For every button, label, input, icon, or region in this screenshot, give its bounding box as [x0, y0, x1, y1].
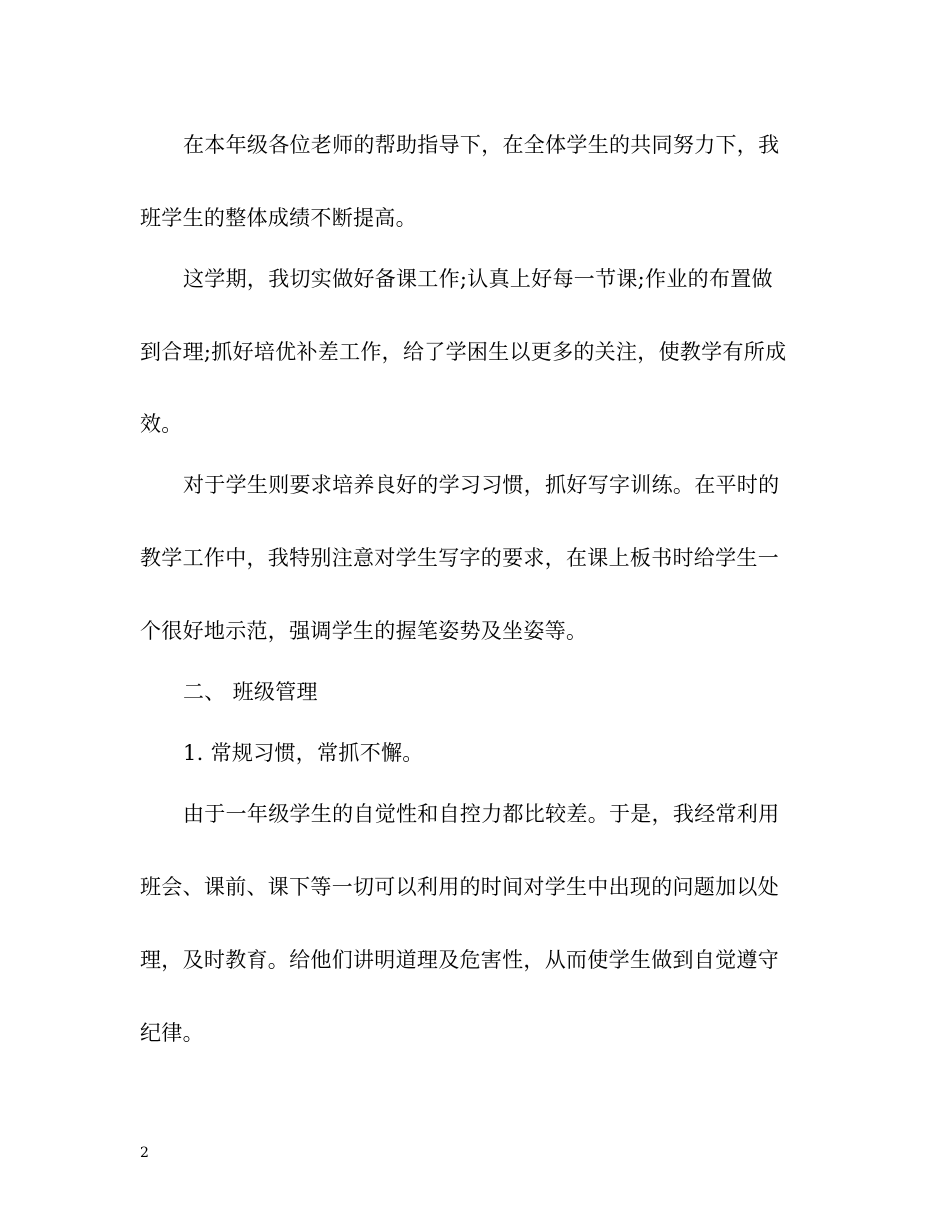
page-number: 2	[140, 1145, 149, 1161]
paragraph-line: 个很好地示范，强调学生的握笔姿势及坐姿等。	[140, 619, 588, 643]
paragraph-line: 班学生的整体成绩不断提高。	[140, 206, 417, 230]
paragraph-line: 到合理;抓好培优补差工作，给了学困生以更多的关注，使教学有所成	[140, 340, 787, 364]
paragraph-line: 在本年级各位老师的帮助指导下，在全体学生的共同努力下，我	[183, 133, 780, 157]
paragraph-line: 效。	[140, 412, 183, 436]
paragraph-line: 对于学生则要求培养良好的学习习惯，抓好写字训练。在平时的	[183, 473, 780, 497]
paragraph-line: 纪律。	[140, 1021, 204, 1045]
paragraph-line: 这学期，我切实做好备课工作;认真上好每一节课;作业的布置做	[183, 267, 773, 291]
section-heading: 二、 班级管理	[183, 680, 318, 704]
paragraph-line: 教学工作中，我特别注意对学生写字的要求，在课上板书时给学生一	[140, 546, 779, 570]
paragraph-line: 由于一年级学生的自觉性和自控力都比较差。于是，我经常利用	[183, 802, 780, 826]
subsection-heading: 1. 常规习惯，常抓不懈。	[183, 741, 424, 765]
paragraph-line: 理，及时教育。给他们讲明道理及危害性，从而使学生做到自觉遵守	[140, 948, 779, 972]
paragraph-line: 班会、课前、课下等一切可以利用的时间对学生中出现的问题加以处	[140, 875, 779, 899]
